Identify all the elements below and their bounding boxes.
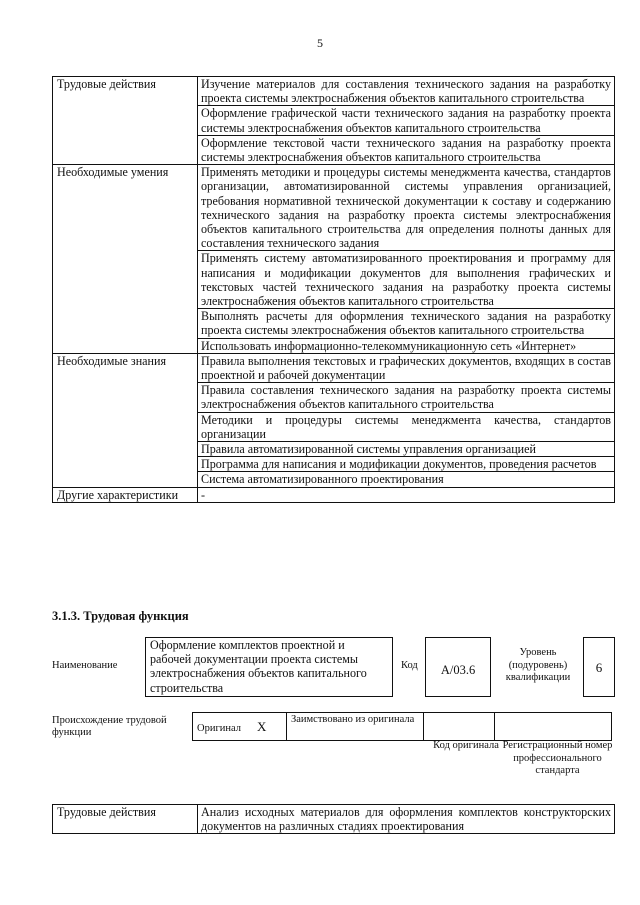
row-content: Система автоматизированного проектирования	[198, 472, 615, 487]
registration-number-caption: Регистрационный номер профессионального стандарта	[502, 740, 613, 776]
row-content: Оформление графической части технического задания на разработку проекта системы электроснабжения объектов капитального строительства	[198, 106, 615, 135]
origin-label: Происхождение трудовой функции	[52, 715, 167, 738]
borrowed-cell: Заимствовано из оригинала	[287, 713, 424, 741]
row-content: Выполнять расчеты для оформления технического задания на разработку проекта системы электроснабжения объектов капитального строительства	[198, 309, 615, 338]
original-label: Оригинал	[197, 722, 241, 734]
code-label: Код	[401, 660, 418, 671]
origin-table	[192, 712, 612, 741]
page-number: 5	[317, 36, 323, 50]
row-label: Трудовые действия	[53, 77, 198, 165]
table-row	[53, 805, 615, 834]
function-name-label: Наименование	[52, 660, 118, 671]
section-heading: 3.1.3. Трудовая функция	[52, 609, 189, 623]
table-row	[53, 487, 615, 502]
row-content: Оформление текстовой части технического задания на разработку проекта системы электроснабжения объектов капитального строительства	[198, 135, 615, 164]
row-label: Необходимые знания	[53, 353, 198, 487]
row-label: Другие характеристики	[53, 487, 198, 502]
row-content: Анализ исходных материалов для оформления комплектов конструкторских документов на различных стадиях проектирования	[198, 805, 615, 834]
labor-actions-table	[52, 804, 615, 834]
qualification-level-label: Уровень (подуровень) квалификации	[505, 647, 571, 683]
row-label: Трудовые действия	[53, 805, 198, 834]
row-content: Правила выполнения текстовых и графических документов, входящих в состав проектной и рабочей документации	[198, 353, 615, 382]
function-name-value: Оформление комплектов проектной и рабочей документации проекта системы электроснабжения объектов капитального строительства	[145, 637, 393, 697]
row-content: Использовать информационно-телекоммуникационную сеть «Интернет»	[198, 338, 615, 353]
competency-table	[52, 76, 615, 503]
table-row	[53, 165, 615, 251]
registration-number-cell	[495, 713, 612, 741]
table-row	[53, 77, 615, 106]
code-value: А/03.6	[425, 637, 491, 697]
row-content: Методики и процедуры системы менеджмента качества, стандартов организации	[198, 412, 615, 441]
table-row	[53, 353, 615, 382]
row-content: Изучение материалов для составления технического задания на разработку проекта системы электроснабжения объектов капитального строительства	[198, 77, 615, 106]
original-mark: Х	[257, 718, 267, 734]
row-content: Применять методики и процедуры системы менеджмента качества, стандартов организации, автоматизированной системы управления организацией, требования нормативной технической документации к составу и содержанию технического задания на разработку проекта системы электроснабжения объектов капитального строительства для определения полноты данных для составления технического задания	[198, 165, 615, 251]
original-cell	[193, 713, 287, 741]
original-code-cell	[424, 713, 495, 741]
row-label: Необходимые умения	[53, 165, 198, 354]
row-content: Программа для написания и модификации документов, проведения расчетов	[198, 457, 615, 472]
row-content: Правила автоматизированной системы управления организацией	[198, 442, 615, 457]
row-content: Правила составления технического задания на разработку проекта системы электроснабжения объектов капитального строительства	[198, 383, 615, 412]
original-code-caption: Код оригинала	[433, 740, 499, 751]
row-content: Применять систему автоматизированного проектирования и программу для написания и модификации документов для выполнения графических и текстовых частей технического задания на разработку проекта системы электроснабжения объектов капитального строительства	[198, 251, 615, 309]
row-content: -	[198, 487, 615, 502]
qualification-level-value: 6	[583, 637, 615, 697]
